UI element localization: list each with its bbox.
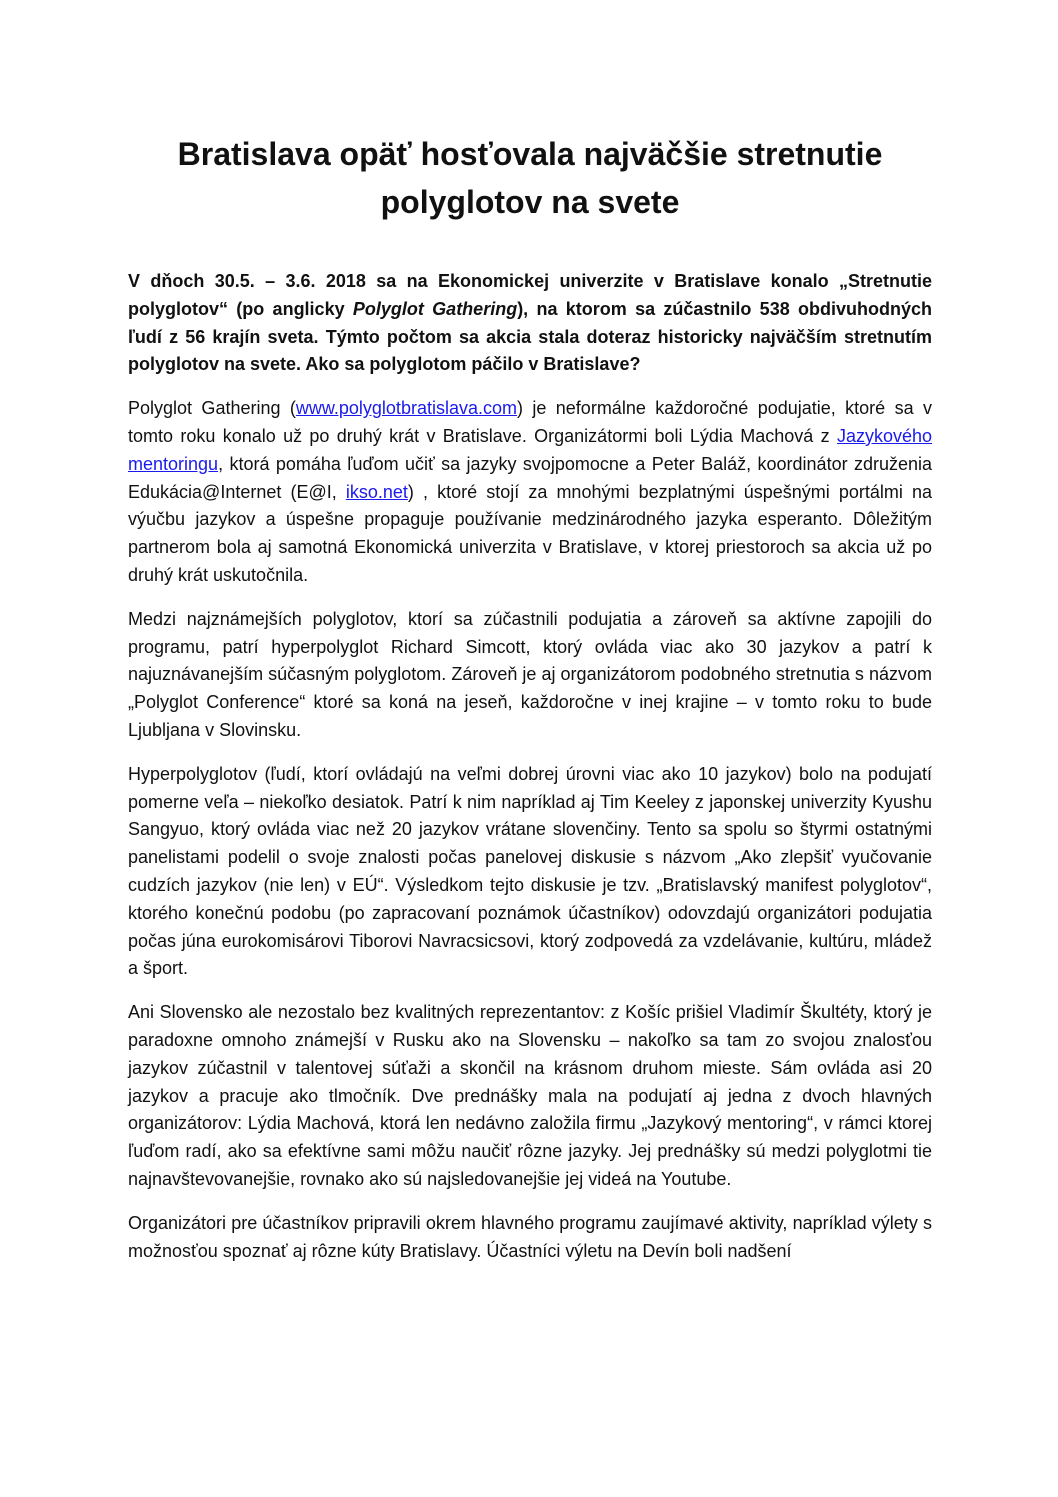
- lead-text-2: ), na ktorom sa zúčastnilo 538 obdivuhodných ľudí z 56 krajín sveta. Týmto počtom sa akcia stala doteraz historicky najväčším stretnutím polyglotov na svete. Ako sa polyglotom páčilo v Bratislave?: [128, 298, 932, 375]
- link-jazykovy-mentoring[interactable]: Jazykového mentoringu: [128, 425, 932, 474]
- p1-text-4: ) , ktoré stojí za mnohými bezplatnými úspešnými portálmi na výučbu jazykov a úspešne propaguje používanie medzinárodného jazyka esperanto. Dôležitým partnerom bola aj samotná Ekonomická univerzita v Bratislave, v ktorej priestoroch sa akcia už po druhý krát uskutočnila.: [128, 481, 932, 585]
- paragraph-4: Ani Slovensko ale nezostalo bez kvalitných reprezentantov: z Košíc prišiel Vladimír Škultéty, ktorý je paradoxne omnoho známejší v Rusku ako na Slovensku – nakoľko sa tam zo svojou znalosťou jazykov zúčastnil v talentovej súťaži a skončil na krásnom druhom mieste. Sám ovláda asi 20 jazykov a pracuje ako tlmočník. Dve prednášky mala na podujatí aj jedna z dvoch hlavných organizátorov: Lýdia Machová, ktorá len nedávno založila firmu „Jazykový mentoring“, v rámci ktorej ľuďom radí, ako sa efektívne sami môžu naučiť rôzne jazyky. Jej prednášky sú medzi polyglotmi tie najnavštevovanejšie, rovnako ako sú najsledovanejšie jej videá na Youtube.: [128, 1002, 932, 1189]
- link-polyglotbratislava[interactable]: www.polyglotbratislava.com: [295, 398, 517, 419]
- paragraph-3: Hyperpolyglotov (ľudí, ktorí ovládajú na veľmi dobrej úrovni viac ako 10 jazykov) bolo na podujatí pomerne veľa – niekoľko desiatok. Patrí k nim napríklad aj Tim Keeley z japonskej univerzity Kyushu Sangyuo, ktorý ovláda viac než 20 jazykov vrátane slovenčiny. Tento sa spolu so štyrmi ostatnými panelistami podelil o svoje znalosti počas panelovej diskusie s názvom „Ako zlepšiť vyučovanie cudzích jazykov (nie len) v EÚ“. Výsledkom tejto diskusie je tzv. „Bratislavský manifest polyglotov“, ktorého konečnú podobu (po zapracovaní poznámok účastníkov) odovzdajú organizátori podujatia počas júna eurokomisárovi Tiborovi Navracsicsovi, ktorý zodpovedá za vzdelávanie, kultúru, mládež a šport.: [128, 763, 932, 979]
- p1-text-3: , ktorá pomáha ľuďom učiť sa jazyky svojpomocne a Peter Baláž, koordinátor združenia Edukácia@Internet (E@I,: [128, 453, 932, 502]
- lead-paragraph: [128, 268, 932, 379]
- title-line-2: polyglotov na svete: [380, 184, 680, 220]
- p1-text-2: ) je neformálne každoročné podujatie, ktoré sa v tomto roku konalo už po druhý krát v Bratislave. Organizátormi boli Lýdia Machová z: [128, 398, 932, 446]
- paragraph-5: Organizátori pre účastníkov pripravili okrem hlavného programu zaujímavé aktivity, napríklad výlety s možnosťou spoznať aj rôzne kúty Bratislavy. Účastníci výletu na Devín boli nadšení: [128, 1212, 932, 1261]
- paragraph-1: [128, 395, 932, 590]
- link-ikso[interactable]: ikso.net: [345, 481, 408, 502]
- page-title: [128, 130, 932, 226]
- paragraph-2: Medzi najznámejších polyglotov, ktorí sa zúčastnili podujatia a zároveň sa aktívne zapojili do programu, patrí hyperpolyglot Richard Simcott, ktorý ovláda viac ako 30 jazykov a patrí k najuznávanejším súčasným polyglotom. Zároveň je aj organizátorom podobného stretnutia s názvom „Polyglot Conference“ ktoré sa koná na jeseň, každoročne v inej krajine – v tomto roku to bude Ljubljana v Slovinsku.: [128, 608, 932, 740]
- title-line-1: Bratislava opäť hosťovala najväčšie stretnutie: [177, 136, 883, 172]
- lead-text-1: V dňoch 30.5. – 3.6. 2018 sa na Ekonomickej univerzite v Bratislave konalo „Stretnutie polyglotov“ (po anglicky: [128, 271, 932, 319]
- document-page: [128, 130, 932, 1281]
- lead-emphasis: Polyglot Gathering: [352, 298, 518, 319]
- p1-text-1: Polyglot Gathering (: [128, 398, 296, 419]
